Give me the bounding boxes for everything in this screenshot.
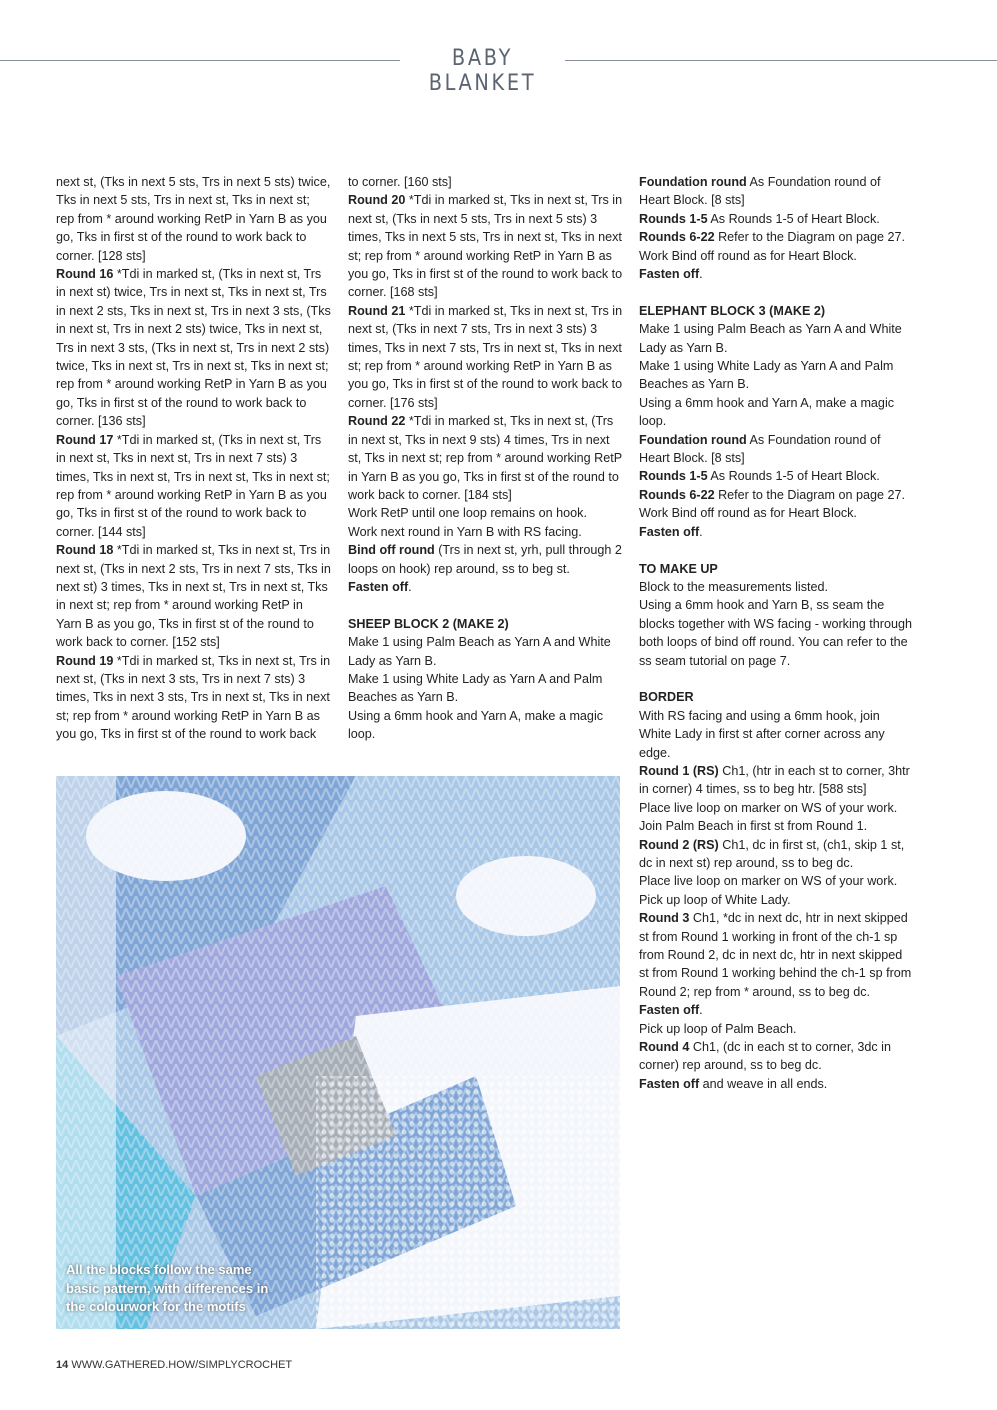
instruction-label: Round 3 — [639, 911, 690, 926]
instruction-paragraph — [639, 707, 914, 762]
instruction-text: As Rounds 1-5 of Heart Block. — [707, 469, 880, 484]
instruction-label: Round 20 — [348, 193, 406, 208]
instruction-text: Work Bind off round as for Heart Block. — [639, 506, 857, 521]
instruction-label: Round 21 — [348, 303, 406, 318]
instruction-text: *Tdi in marked st, Tks in next st, Trs in next st, (Tks in next 3 sts, Trs in next 7 sts) 3 times, Tks in next 3 sts, Trs in next st, Tks in next st; rep from * around working RetP in Yarn B as you go, Tks in first st of the round to work back — [56, 653, 331, 742]
instruction-text: . — [699, 1003, 703, 1018]
instruction-paragraph — [639, 228, 914, 246]
section-heading: SHEEP BLOCK 2 (MAKE 2) — [348, 616, 509, 631]
instruction-paragraph — [639, 504, 914, 522]
instruction-text: Using a 6mm hook and Yarn A, make a magic loop. — [639, 395, 895, 429]
crochet-blanket-image — [56, 776, 620, 1329]
instruction-paragraph — [348, 633, 623, 670]
instruction-text: *Tdi in marked st, Tks in next st, (Trs in next st, Tks in next 9 sts) 4 times, Trs in next st, Tks in next st; rep from * around working RetP in Yarn B as you go, Tks in first st of the round to work back to corner. [184 sts] — [348, 414, 622, 502]
instruction-text: Using a 6mm hook and Yarn B, ss seam the blocks together with WS facing - working through both loops of bind off round. You can refer to the ss seam tutorial on page 7. — [639, 598, 912, 668]
instruction-text: As Rounds 1-5 of Heart Block. — [707, 211, 880, 226]
instruction-paragraph — [639, 836, 914, 873]
header-rule-right — [565, 60, 997, 61]
instruction-label: Fasten off — [348, 579, 409, 594]
instruction-paragraph — [639, 523, 914, 541]
instruction-label: Round 22 — [348, 414, 406, 429]
section-title: BABY BLANKET — [428, 46, 537, 96]
instruction-paragraph — [639, 467, 914, 485]
instruction-paragraph — [639, 1001, 914, 1019]
instruction-text: Join Palm Beach in first st from Round 1. — [639, 819, 868, 834]
paragraph-gap — [639, 283, 914, 301]
instruction-label: Rounds 6-22 — [639, 230, 715, 245]
instruction-label: Round 19 — [56, 653, 114, 668]
instruction-text: Place live loop on marker on WS of your work. — [639, 800, 898, 815]
instruction-text: *Tdi in marked st, (Tks in next st, Trs in next st, Tks in next st, Trs in next 7 sts) 3 times, Tks in next st, Trs in next st, Tks in next st; rep from * around working RetP in Yarn B as you go, Tks in first st of the round to work back to corner. [144 sts] — [56, 432, 330, 539]
instruction-text: Ch1, dc in first st, (ch1, skip 1 st, dc in next st) rep around, ss to beg dc. — [639, 837, 905, 870]
instruction-text: *Tdi in marked st, Tks in next st, Trs in next st, (Tks in next 5 sts, Trs in next 5 sts) 3 times, Tks in next 5 sts, Trs in next st, Tks in next st; rep from * around working RetP in Yarn B as you go, Tks in first st of the round to work back to corner. [168 sts] — [348, 193, 623, 300]
instruction-text: As Foundation round of Heart Block. [8 sts] — [639, 175, 881, 208]
instruction-text: As Foundation round of Heart Block. [8 sts] — [639, 432, 881, 466]
instruction-text: *Tdi in marked st, Tks in next st, Trs in next st, (Tks in next 7 sts, Trs in next 3 sts) 3 times, Tks in next 7 sts, Trs in next st, Tks in next st; rep from * around working RetP in Yarn B as you go, Tks in first st of the round to work back to corner. [176 sts] — [348, 303, 623, 410]
instruction-paragraph — [639, 1038, 914, 1075]
instruction-text: Ch1, *dc in next dc, htr in next skipped st from Round 1 working in front of the ch-1 sp from Round 2, dc in next dc, htr in next skipped st from Round 1 working behind the ch-1 sp from Round 2; rep from * around, ss to beg dc. — [639, 911, 912, 999]
instruction-paragraph — [56, 431, 331, 541]
instruction-paragraph — [639, 1075, 914, 1093]
instruction-label: Foundation round — [639, 432, 747, 447]
header-rule-left — [0, 60, 400, 61]
instruction-paragraph — [348, 707, 623, 744]
instruction-paragraph — [56, 652, 331, 744]
instruction-text: Refer to the Diagram on page 27. — [714, 230, 905, 245]
instruction-paragraph — [348, 670, 623, 707]
section-heading: TO MAKE UP — [639, 561, 718, 576]
instruction-paragraph — [56, 265, 331, 431]
instruction-paragraph — [639, 394, 914, 431]
instruction-text: (Trs in next st, yrh, pull through 2 loops on hook) rep around, ss to beg st. — [348, 543, 622, 576]
instruction-label: Rounds 1-5 — [639, 211, 708, 226]
instruction-text: *Tdi in marked st, (Tks in next st, Trs in next st) twice, Trs in next st, Tks in next st, Trs in next 2 sts, Tks in next st, Trs in next 3 sts, (Tks in next st, Trs in next 2 sts) twice, Tks in next st, Trs in next 3 sts, (Tks in next st, Trs in next 2 sts) twice, Tks in next st, Trs in next st, Tks in next st; rep from * around working RetP in Yarn B as you go, Tks in first st of the round to work back to corner. [136 sts] — [56, 267, 331, 429]
instruction-label: Round 4 — [639, 1040, 690, 1055]
instruction-text: Refer to the Diagram on page 27. — [714, 487, 905, 502]
instruction-text: and weave in all ends. — [699, 1076, 828, 1091]
instruction-paragraph — [348, 302, 623, 412]
instruction-label: Round 17 — [56, 432, 114, 447]
instruction-paragraph — [639, 596, 914, 670]
instruction-text: Using a 6mm hook and Yarn A, make a magic loop. — [348, 708, 604, 742]
instruction-paragraph — [639, 891, 914, 909]
instruction-paragraph — [348, 541, 623, 578]
instruction-label: Round 18 — [56, 543, 114, 558]
instruction-text: . — [408, 579, 412, 594]
instruction-paragraph — [639, 909, 914, 1001]
page-footer — [56, 1359, 292, 1371]
instruction-text: next st, (Tks in next 5 sts, Trs in next 5 sts) twice, Tks in next 5 sts, Trs in next st, Tks in next st; rep from * around working RetP in Yarn B as you go, Tks in first st of the round to work back to corner. [128 sts] — [56, 175, 331, 263]
section-heading: BORDER — [639, 690, 694, 705]
page-number: 14 — [56, 1359, 69, 1371]
instruction-label: Rounds 6-22 — [639, 487, 715, 502]
instruction-paragraph — [639, 265, 914, 283]
blanket-photo — [56, 776, 620, 1329]
instruction-paragraph — [639, 1020, 914, 1038]
instruction-label: Fasten off — [639, 1076, 700, 1091]
instruction-text: Make 1 using Palm Beach as Yarn A and White Lady as Yarn B. — [639, 322, 902, 355]
instruction-paragraph — [639, 486, 914, 504]
instruction-paragraph — [348, 412, 623, 504]
footer-url[interactable]: WWW.GATHERED.HOW/SIMPLYCROCHET — [71, 1359, 293, 1371]
instruction-label: Foundation round — [639, 175, 747, 189]
instruction-paragraph — [639, 431, 914, 468]
instruction-paragraph — [639, 799, 914, 817]
instruction-paragraph — [639, 872, 914, 890]
instruction-label: Round 16 — [56, 267, 114, 282]
paragraph-gap — [348, 596, 623, 614]
instruction-label: Fasten off — [639, 267, 700, 282]
text-column-1 — [56, 173, 331, 744]
instruction-paragraph — [348, 504, 623, 522]
instruction-paragraph — [639, 320, 914, 357]
instruction-label: Round 1 (RS) — [639, 763, 719, 778]
instruction-text: Work next round in Yarn B with RS facing. — [348, 524, 582, 539]
instruction-paragraph — [639, 817, 914, 835]
instruction-label: Fasten off — [639, 1003, 700, 1018]
instruction-label: Round 2 (RS) — [639, 837, 719, 852]
instruction-paragraph — [639, 247, 914, 265]
instruction-text: . — [699, 267, 703, 282]
instruction-paragraph — [348, 173, 623, 191]
instruction-paragraph — [639, 578, 914, 596]
instruction-paragraph — [56, 541, 331, 651]
instruction-text: to corner. [160 sts] — [348, 175, 452, 189]
instruction-paragraph — [639, 173, 914, 210]
photo-caption: All the blocks follow the same basic pattern, with differences in the colourwork for the motifs — [66, 1262, 269, 1314]
instruction-text: Work RetP until one loop remains on hook. — [348, 506, 587, 521]
instruction-text: Make 1 using White Lady as Yarn A and Palm Beaches as Yarn B. — [348, 671, 603, 705]
instruction-text: Pick up loop of White Lady. — [639, 892, 791, 907]
text-column-2 — [348, 173, 623, 744]
instruction-label: Rounds 1-5 — [639, 469, 708, 484]
instruction-text: Ch1, (dc in each st to corner, 3dc in corner) rep around, ss to beg dc. — [639, 1040, 891, 1073]
paragraph-gap — [639, 541, 914, 559]
instruction-text: Make 1 using White Lady as Yarn A and Palm Beaches as Yarn B. — [639, 359, 894, 392]
instruction-text: . — [699, 524, 703, 539]
instruction-label: Bind off round — [348, 543, 435, 558]
text-column-3 — [639, 173, 914, 1093]
instruction-text: Make 1 using Palm Beach as Yarn A and White Lady as Yarn B. — [348, 635, 611, 668]
instruction-text: Pick up loop of Palm Beach. — [639, 1021, 797, 1036]
instruction-paragraph — [639, 357, 914, 394]
instruction-paragraph — [56, 173, 331, 265]
instruction-text: Ch1, (htr in each st to corner, 3htr in corner) 4 times, ss to beg htr. [588 sts] — [639, 763, 910, 797]
instruction-paragraph — [348, 523, 623, 541]
instruction-text: *Tdi in marked st, Tks in next st, Trs in next st, (Tks in next 2 sts, Trs in next 7 sts, Tks in next st) 3 times, Tks in next st, Trs in next st, Tks in next st; rep from * around working RetP in Yarn B as you go, Tks in first st of the round to work back to corner. [152 sts] — [56, 543, 331, 650]
instruction-paragraph — [639, 762, 914, 799]
instruction-text: With RS facing and using a 6mm hook, join White Lady in first st after corner across any edge. — [639, 708, 885, 760]
instruction-text: Place live loop on marker on WS of your work. — [639, 874, 898, 889]
instruction-paragraph — [348, 578, 623, 596]
instruction-text: Block to the measurements listed. — [639, 579, 828, 594]
section-heading: ELEPHANT BLOCK 3 (MAKE 2) — [639, 303, 826, 318]
paragraph-gap — [639, 670, 914, 688]
instruction-paragraph — [639, 210, 914, 228]
instruction-paragraph — [348, 191, 623, 301]
instruction-label: Fasten off — [639, 524, 700, 539]
instruction-text: Work Bind off round as for Heart Block. — [639, 248, 857, 263]
